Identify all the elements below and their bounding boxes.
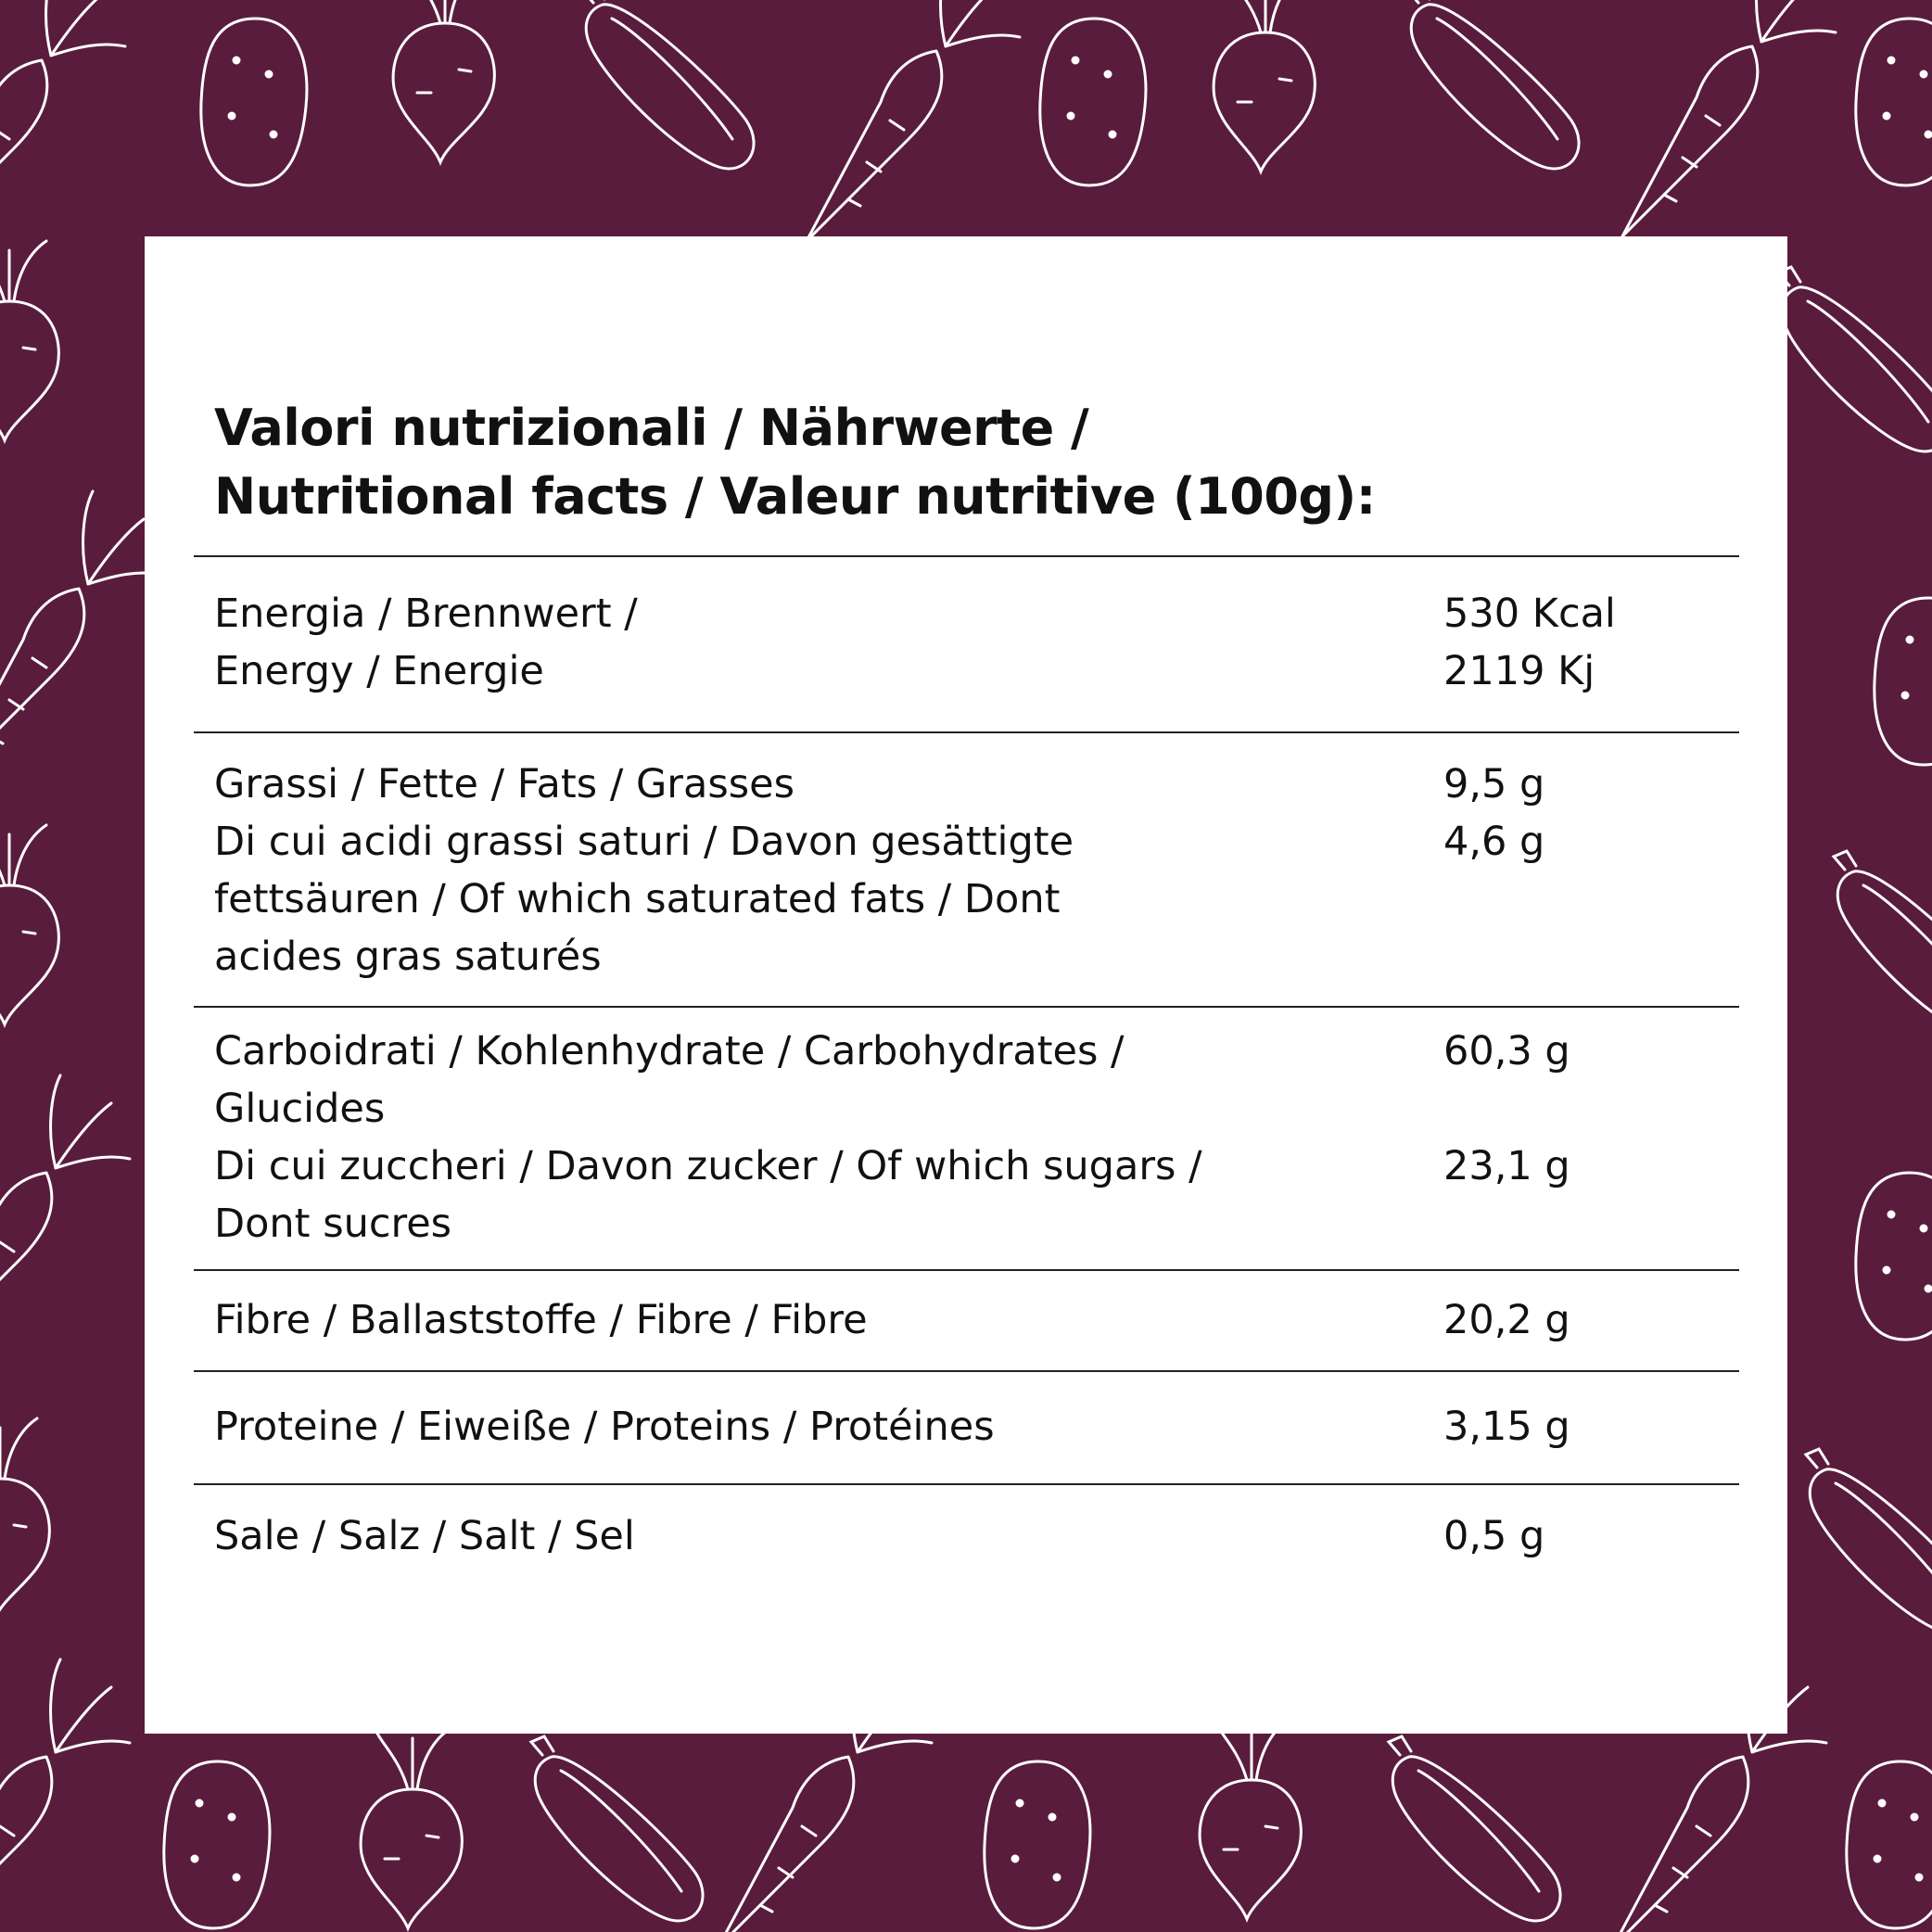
nutrition-card [145,236,1787,1734]
title-line-1: Valori nutrizionali / Nährwerte / [214,399,1089,457]
row-value: 20,2 g [1443,1297,1570,1343]
row-label: Fibre / Ballaststoffe / Fibre / Fibre [214,1297,868,1343]
nutrition-row-salt [194,1483,1739,1595]
row-label: Energia / Brennwert / Energy / Energie [214,591,638,694]
nutrition-row-fats [194,731,1739,1006]
nutrition-row-carbohydrates [194,1006,1739,1269]
row-value: 3,15 g [1443,1404,1570,1450]
row-value: 530 Kcal 2119 Kj [1443,591,1616,694]
nutrition-table [194,555,1739,1595]
row-label: Proteine / Eiweiße / Proteins / Protéines [214,1404,995,1450]
nutrition-row-fibre [194,1269,1739,1370]
row-value: 0,5 g [1443,1513,1545,1559]
nutrition-row-proteins [194,1370,1739,1483]
row-value: 9,5 g 4,6 g [1443,761,1545,865]
nutrition-title [214,394,1376,531]
nutrition-row-energy [194,555,1739,731]
title-line-2: Nutritional facts / Valeur nutritive (100g): [214,467,1376,526]
row-value: 60,3 g 23,1 g [1443,1028,1570,1189]
row-label: Carboidrati / Kohlenhydrate / Carbohydrates / Glucides Di cui zuccheri / Davon zucker / Of which sugars / Dont sucres [214,1028,1202,1247]
row-label: Sale / Salz / Salt / Sel [214,1513,635,1559]
row-label: Grassi / Fette / Fats / Grasses Di cui acidi grassi saturi / Davon gesättigte fettsäuren / Of which saturated fats / Dont acides gras saturés [214,761,1074,980]
